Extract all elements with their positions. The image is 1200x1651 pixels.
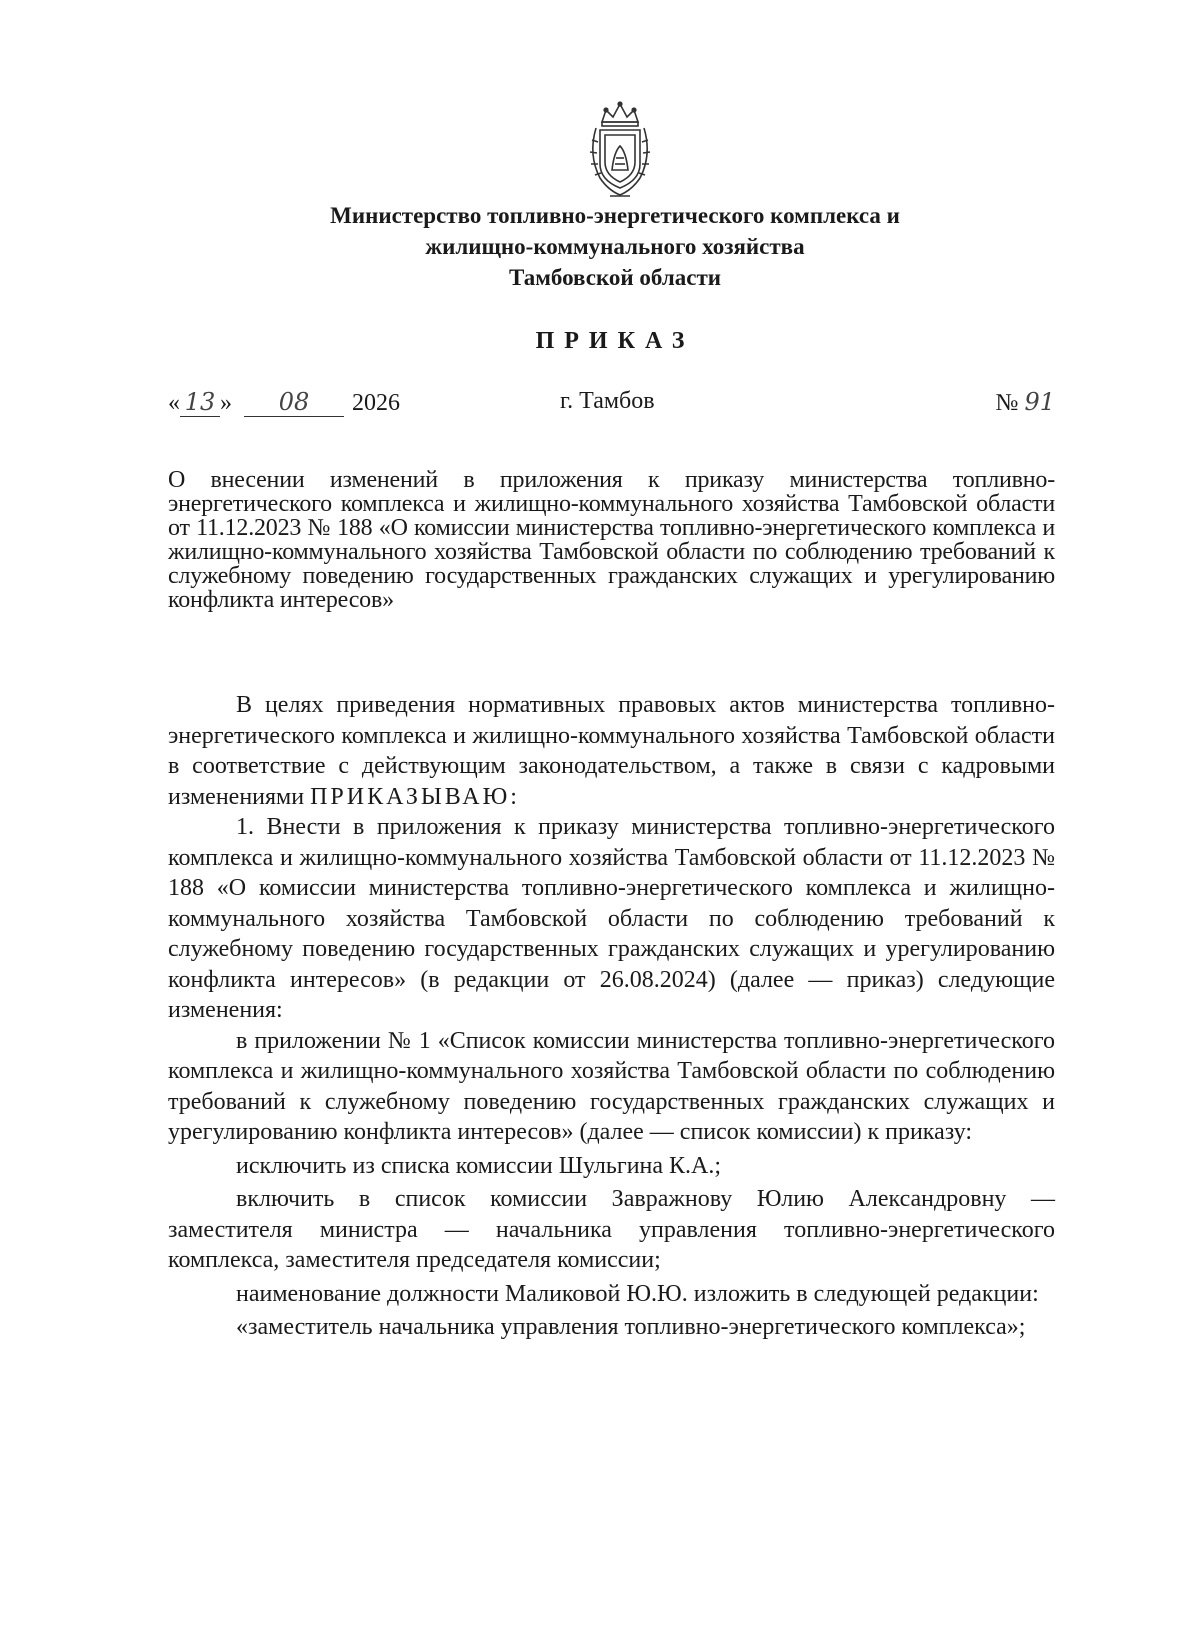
document-number (996, 388, 1055, 417)
rename-paragraph: наименование должности Маликовой Ю.Ю. изложить в следующей редакции: (236, 1280, 1039, 1307)
document-type-title: ПРИКАЗ (535, 328, 695, 354)
date-month-handwritten: 08 (244, 388, 344, 417)
new-title-paragraph: «заместитель начальника управления топливно-энергетического комплекса»; (236, 1314, 1026, 1340)
organization-line-3: Тамбовской области (508, 265, 721, 290)
organization-name (150, 200, 1080, 293)
organization-line-1: Министерство топливно-энергетического комплекса и (330, 203, 900, 228)
preamble-text: В целях приведения нормативных правовых актов министерства топливно-энергетического комплекса и жилищно-коммунального хозяйства Тамбовской области в соответствие с действующим законодательством, а также в связи с кадровыми изменениями (168, 692, 1055, 810)
appendix-1-paragraph: в приложении № 1 «Список комиссии министерства топливно-энергетического комплекса и жилищно-коммунального хозяйства Тамбовской области по соблюдению требований к служебному поведению государственных гражданских служащих и урегулированию конфликта интересов» (далее — список комиссии) к приказу: (168, 1027, 1055, 1145)
date-year: 2026 (352, 390, 400, 416)
document-city: г. Тамбов (560, 388, 655, 414)
document-body (168, 690, 1055, 1343)
number-sign: № (995, 390, 1019, 416)
preamble-paragraph (168, 690, 1055, 812)
date-open-quote: « (168, 390, 180, 416)
tambov-coat-of-arms-emblem (580, 100, 660, 200)
document-date (168, 388, 400, 417)
organization-line-2: жилищно-коммунального хозяйства (425, 234, 805, 259)
date-day-handwritten: 13 (180, 388, 220, 417)
date-close-quote: » (220, 390, 232, 416)
exclude-paragraph: исключить из списка комиссии Шульгина К.А.; (236, 1152, 722, 1179)
date-line (168, 388, 1055, 428)
number-value-handwritten: 91 (1024, 388, 1055, 416)
include-paragraph: включить в список комиссии Завражнову Юлию Александровну — заместителя министра — начальника управления топливно-энергетического комплекса, заместителя председателя комиссии; (168, 1186, 1055, 1273)
document-subject: О внесении изменений в приложения к приказу министерства топливно-энергетического комплекса и жилищно-коммунального хозяйства Тамбовской области от 11.12.2023 № 188 «О комиссии министерства топливно-энергетического комплекса и жилищно-коммунального хозяйства Тамбовской области по соблюдению требований к служебному поведению государственных гражданских служащих и урегулированию конфликта интересов» (168, 467, 1055, 613)
item-1-paragraph: 1. Внести в приложения к приказу министерства топливно-энергетического комплекса и жилищно-коммунального хозяйства Тамбовской области от 11.12.2023 № 188 «О комиссии министерства топливно-энергетического комплекса и жилищно-коммунального хозяйства Тамбовской области по соблюдению требований к служебному поведению государственных гражданских служащих и урегулированию конфликта интересов» (в редакции от 26.08.2024) (далее — приказ) следующие изменения: (168, 814, 1055, 1023)
order-word: ПРИКАЗЫВАЮ: (310, 783, 520, 810)
